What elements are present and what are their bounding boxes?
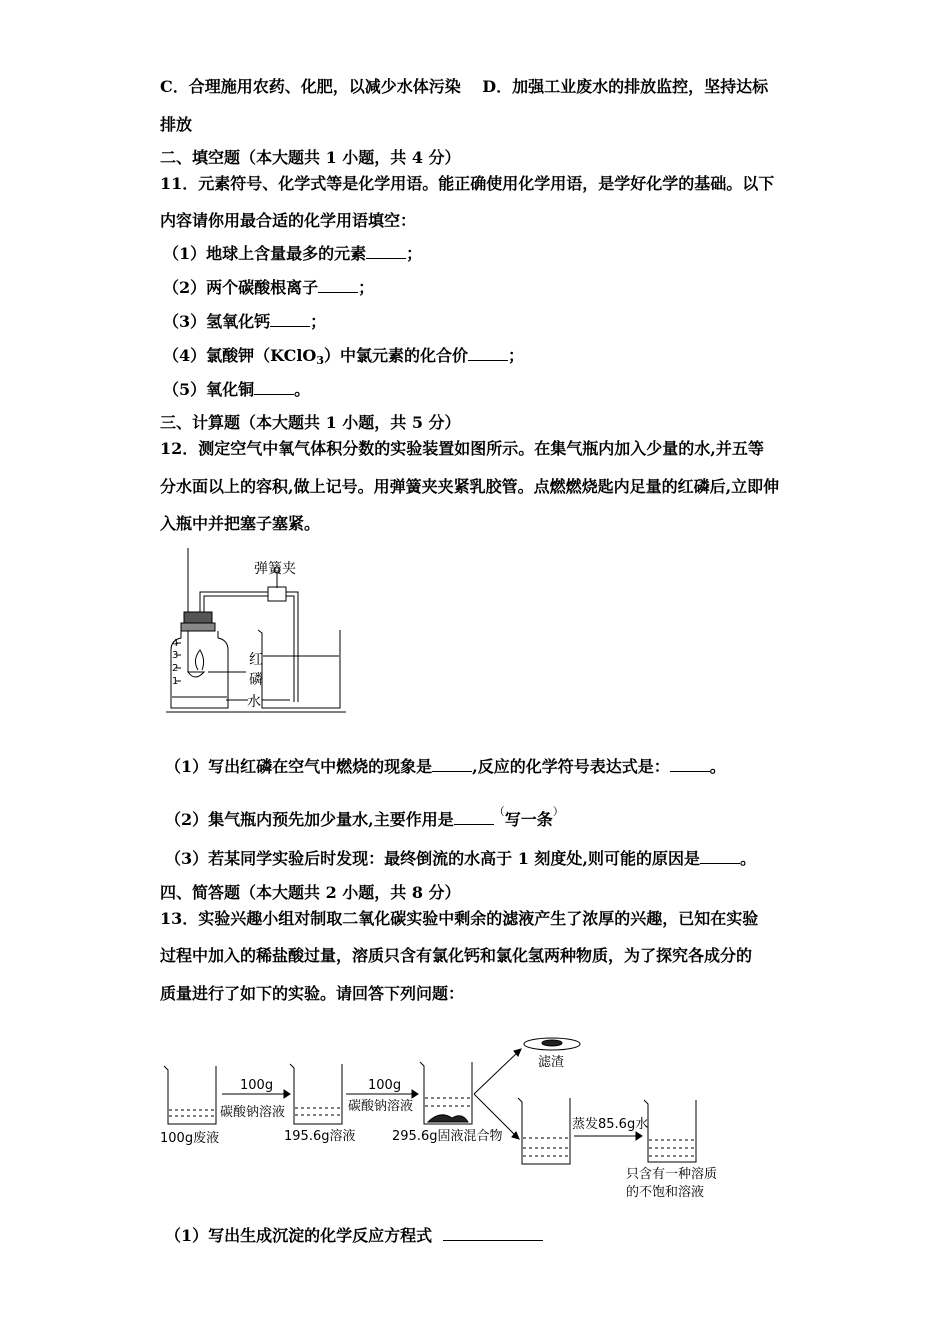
phosphorus-label-1: 红 bbox=[249, 652, 263, 668]
q13-stem-cont: 过程中加入的稀盐酸过量，溶质只含有氯化钙和氯化氢两种物质，为了探究各成分的 bbox=[160, 946, 753, 965]
beaker-mixture bbox=[420, 1062, 472, 1124]
q12-stem: 12．测定空气中氧气体积分数的实验装置如图所示。在集气瓶内加入少量的水,并五等 bbox=[160, 439, 764, 458]
mark-3: 3 bbox=[172, 650, 179, 661]
residue-label: 滤渣 bbox=[538, 1055, 565, 1070]
answer-blank[interactable] bbox=[254, 379, 294, 395]
arrow1-reagent: 碳酸钠溶液 bbox=[220, 1105, 286, 1120]
q12-sub-2: （2）集气瓶内预先加少量水,主要作用是 （写一条） bbox=[165, 805, 564, 829]
q12-sub-3: （3）若某同学实验后时发现：最终倒流的水高于 1 刻度处,则可能的原因是 。 bbox=[165, 849, 756, 868]
section-title-fill-blank: 二、填空题（本大题共 1 小题，共 4 分） bbox=[160, 148, 461, 167]
beaker3-label: 295.6g固液混合物 bbox=[392, 1129, 503, 1144]
answer-blank[interactable] bbox=[454, 809, 494, 825]
arrow2-mass: 100g bbox=[368, 1078, 402, 1093]
answer-blank[interactable] bbox=[670, 756, 710, 772]
q11-item-2: （2）两个碳酸根离子 ； bbox=[163, 278, 375, 297]
evaporating-dish bbox=[524, 1038, 580, 1050]
answer-blank[interactable] bbox=[432, 756, 472, 772]
arrow1-mass: 100g bbox=[240, 1078, 274, 1093]
q11-item-3: （3）氢氧化钙 ； bbox=[163, 312, 327, 331]
beaker-solution bbox=[290, 1064, 342, 1124]
q11-stem-cont: 内容请你用最合适的化学用语填空： bbox=[160, 211, 417, 230]
mark-1: 1 bbox=[172, 676, 179, 687]
water-beaker bbox=[258, 630, 340, 708]
precipitate bbox=[428, 1115, 468, 1122]
answer-blank[interactable] bbox=[270, 311, 310, 327]
water-label: 水 bbox=[247, 694, 261, 710]
answer-blank[interactable] bbox=[443, 1225, 543, 1241]
mark-4: 4 bbox=[172, 638, 179, 649]
answer-blank[interactable] bbox=[318, 277, 358, 293]
final-solution-label-1: 只含有一种溶质 bbox=[626, 1167, 718, 1182]
beaker2-label: 195.6g溶液 bbox=[284, 1129, 356, 1144]
q12-sub-1: （1）写出红磷在空气中燃烧的现象是 ,反应的化学符号表达式是： 。 bbox=[165, 757, 726, 776]
beaker1-label: 100g废液 bbox=[160, 1131, 220, 1146]
q12-stem-cont: 分水面以上的容积,做上记号。用弹簧夹夹紧乳胶管。点燃燃烧匙内足量的红磷后,立即伸 bbox=[160, 477, 780, 496]
mark-2: 2 bbox=[172, 663, 179, 674]
beaker-filtrate bbox=[518, 1098, 570, 1164]
q10-option-line: C．合理施用农药、化肥，以减少水体污染 D．加强工业废水的排放监控，坚持达标 bbox=[160, 77, 769, 96]
section-title-short-answer: 四、简答题（本大题共 2 小题，共 8 分） bbox=[160, 883, 461, 902]
beaker-final bbox=[644, 1100, 696, 1162]
combustion-spoon bbox=[188, 672, 204, 677]
stopper bbox=[184, 612, 212, 624]
spring-clamp bbox=[268, 587, 286, 601]
evaporate-label: 蒸发85.6g水 bbox=[572, 1117, 649, 1132]
q11-item-5: （5）氧化铜 。 bbox=[163, 380, 311, 399]
q10-option-line-cont: 排放 bbox=[160, 115, 193, 134]
q11-stem: 11．元素符号、化学式等是化学用语。能正确使用化学用语，是学好化学的基础。以下 bbox=[160, 174, 775, 193]
q13-stem: 13．实验兴趣小组对制取二氧化碳实验中剩余的滤液产生了浓厚的兴趣，已知在实验 bbox=[160, 909, 759, 928]
gas-collecting-bottle bbox=[171, 631, 228, 708]
q12-stem-cont2: 入瓶中并把塞子塞紧。 bbox=[160, 514, 321, 533]
answer-blank[interactable] bbox=[700, 848, 740, 864]
flame-icon bbox=[195, 650, 203, 670]
phosphorus-label-2: 磷 bbox=[249, 672, 263, 688]
q11-item-1: （1）地球上含量最多的元素 ； bbox=[163, 244, 423, 263]
clamp-label: 弹簧夹 bbox=[254, 561, 296, 577]
answer-blank[interactable] bbox=[366, 243, 406, 259]
q11-item-4: （4）氯酸钾（KClO$_3$）中氯元素的化合价 ； bbox=[163, 346, 525, 367]
final-solution-label-2: 的不饱和溶液 bbox=[626, 1185, 705, 1200]
q13-sub-1: （1）写出生成沉淀的化学反应方程式 bbox=[165, 1225, 543, 1247]
answer-blank[interactable] bbox=[468, 345, 508, 361]
beaker-waste bbox=[164, 1066, 216, 1124]
arrow2-reagent: 碳酸钠溶液 bbox=[348, 1099, 414, 1114]
q13-stem-cont2: 质量进行了如下的实验。请回答下列问题： bbox=[160, 984, 465, 1003]
section-title-calculation: 三、计算题（本大题共 1 小题，共 5 分） bbox=[160, 413, 461, 432]
